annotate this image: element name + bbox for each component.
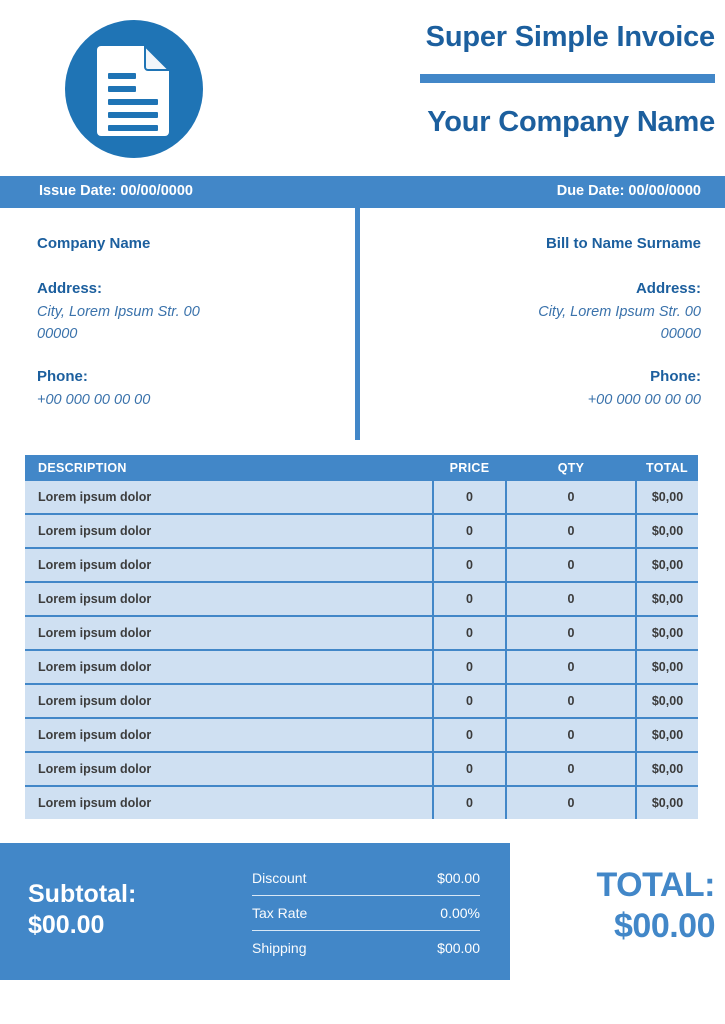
grand-total-label: TOTAL:	[596, 866, 715, 904]
cell-description: Lorem ipsum dolor	[25, 650, 433, 684]
column-header-qty: QTY	[506, 455, 636, 481]
cell-qty: 0	[506, 752, 636, 786]
cell-qty: 0	[506, 582, 636, 616]
due-date: Due Date: 00/00/0000	[556, 183, 701, 199]
parties-divider	[355, 208, 360, 440]
cell-description: Lorem ipsum dolor	[25, 752, 433, 786]
cell-qty: 0	[506, 514, 636, 548]
buyer-address-line1: City, Lorem Ipsum Str. 00	[538, 303, 701, 320]
cell-qty: 0	[506, 786, 636, 819]
cell-qty: 0	[506, 548, 636, 582]
table-body	[25, 481, 698, 819]
cell-total: $0,00	[636, 718, 698, 752]
cell-price: 0	[433, 752, 506, 786]
line-items-table	[25, 455, 698, 819]
cell-qty: 0	[506, 481, 636, 514]
cell-description: Lorem ipsum dolor	[25, 786, 433, 819]
cell-total: $0,00	[636, 548, 698, 582]
date-bar	[0, 176, 725, 208]
table-row	[25, 786, 698, 819]
table-row	[25, 718, 698, 752]
cell-description: Lorem ipsum dolor	[25, 718, 433, 752]
subtotal-label: Subtotal:	[28, 880, 137, 908]
title-accent-rule	[420, 74, 715, 83]
grand-total	[540, 865, 715, 948]
invoice-header	[0, 0, 725, 176]
issue-date: Issue Date: 00/00/0000	[39, 183, 193, 199]
parties-section	[0, 208, 725, 448]
summary-line-label: Shipping	[252, 940, 307, 956]
summary-line-label: Discount	[252, 870, 307, 886]
cell-qty: 0	[506, 616, 636, 650]
cell-price: 0	[433, 718, 506, 752]
table-row	[25, 481, 698, 514]
table-row	[25, 650, 698, 684]
summary-lines	[252, 861, 480, 965]
column-header-description: DESCRIPTION	[25, 455, 433, 481]
cell-price: 0	[433, 616, 506, 650]
summary-line-value: 0.00%	[440, 905, 480, 921]
cell-qty: 0	[506, 650, 636, 684]
cell-price: 0	[433, 684, 506, 718]
subtotal	[28, 879, 136, 942]
cell-price: 0	[433, 786, 506, 819]
document-lines-icon	[63, 18, 205, 160]
summary-line-label: Tax Rate	[252, 905, 308, 921]
table-row	[25, 684, 698, 718]
buyer-phone-label: Phone:	[650, 368, 701, 386]
cell-qty: 0	[506, 684, 636, 718]
seller-phone-value: +00 000 00 00 00	[37, 391, 151, 408]
buyer-name: Bill to Name Surname	[545, 235, 701, 252]
summary-line-value: $00.00	[437, 870, 480, 886]
buyer-address-line2: 00000	[660, 325, 701, 342]
cell-total: $0,00	[636, 684, 698, 718]
table-row	[25, 582, 698, 616]
seller-phone-label: Phone:	[37, 368, 88, 386]
seller-block	[37, 232, 200, 411]
column-header-total: TOTAL	[636, 455, 698, 481]
seller-spacer	[37, 345, 200, 365]
cell-price: 0	[433, 481, 506, 514]
invoice-title: Super Simple Invoice	[425, 21, 715, 53]
summary-line	[252, 895, 480, 930]
seller-address-line1: City, Lorem Ipsum Str. 00	[37, 303, 200, 320]
cell-description: Lorem ipsum dolor	[25, 548, 433, 582]
cell-price: 0	[433, 650, 506, 684]
summary-block	[0, 843, 510, 980]
table-header-row	[25, 455, 698, 481]
buyer-block	[538, 232, 701, 411]
cell-description: Lorem ipsum dolor	[25, 481, 433, 514]
buyer-address-label: Address:	[635, 280, 701, 298]
cell-total: $0,00	[636, 616, 698, 650]
column-header-price: PRICE	[433, 455, 506, 481]
summary-line	[252, 861, 480, 895]
cell-price: 0	[433, 582, 506, 616]
cell-total: $0,00	[636, 582, 698, 616]
seller-address-line2: 00000	[37, 325, 78, 342]
buyer-spacer	[538, 345, 701, 365]
seller-name: Company Name	[37, 235, 151, 252]
grand-total-value: $00.00	[614, 907, 715, 946]
cell-description: Lorem ipsum dolor	[25, 514, 433, 548]
title-block	[395, 22, 715, 139]
company-name-title: Your Company Name	[427, 106, 715, 139]
cell-qty: 0	[506, 718, 636, 752]
cell-total: $0,00	[636, 650, 698, 684]
cell-price: 0	[433, 514, 506, 548]
cell-description: Lorem ipsum dolor	[25, 616, 433, 650]
table-row	[25, 548, 698, 582]
cell-total: $0,00	[636, 786, 698, 819]
seller-address-label: Address:	[37, 280, 103, 298]
cell-description: Lorem ipsum dolor	[25, 684, 433, 718]
table-row	[25, 752, 698, 786]
cell-total: $0,00	[636, 752, 698, 786]
table-row	[25, 616, 698, 650]
cell-description: Lorem ipsum dolor	[25, 582, 433, 616]
table-row	[25, 514, 698, 548]
cell-total: $0,00	[636, 514, 698, 548]
cell-total: $0,00	[636, 481, 698, 514]
table-header	[25, 455, 698, 481]
summary-line	[252, 930, 480, 965]
subtotal-value: $00.00	[28, 911, 105, 940]
summary-line-value: $00.00	[437, 940, 480, 956]
buyer-phone-value: +00 000 00 00 00	[587, 391, 701, 408]
cell-price: 0	[433, 548, 506, 582]
logo	[63, 18, 205, 160]
